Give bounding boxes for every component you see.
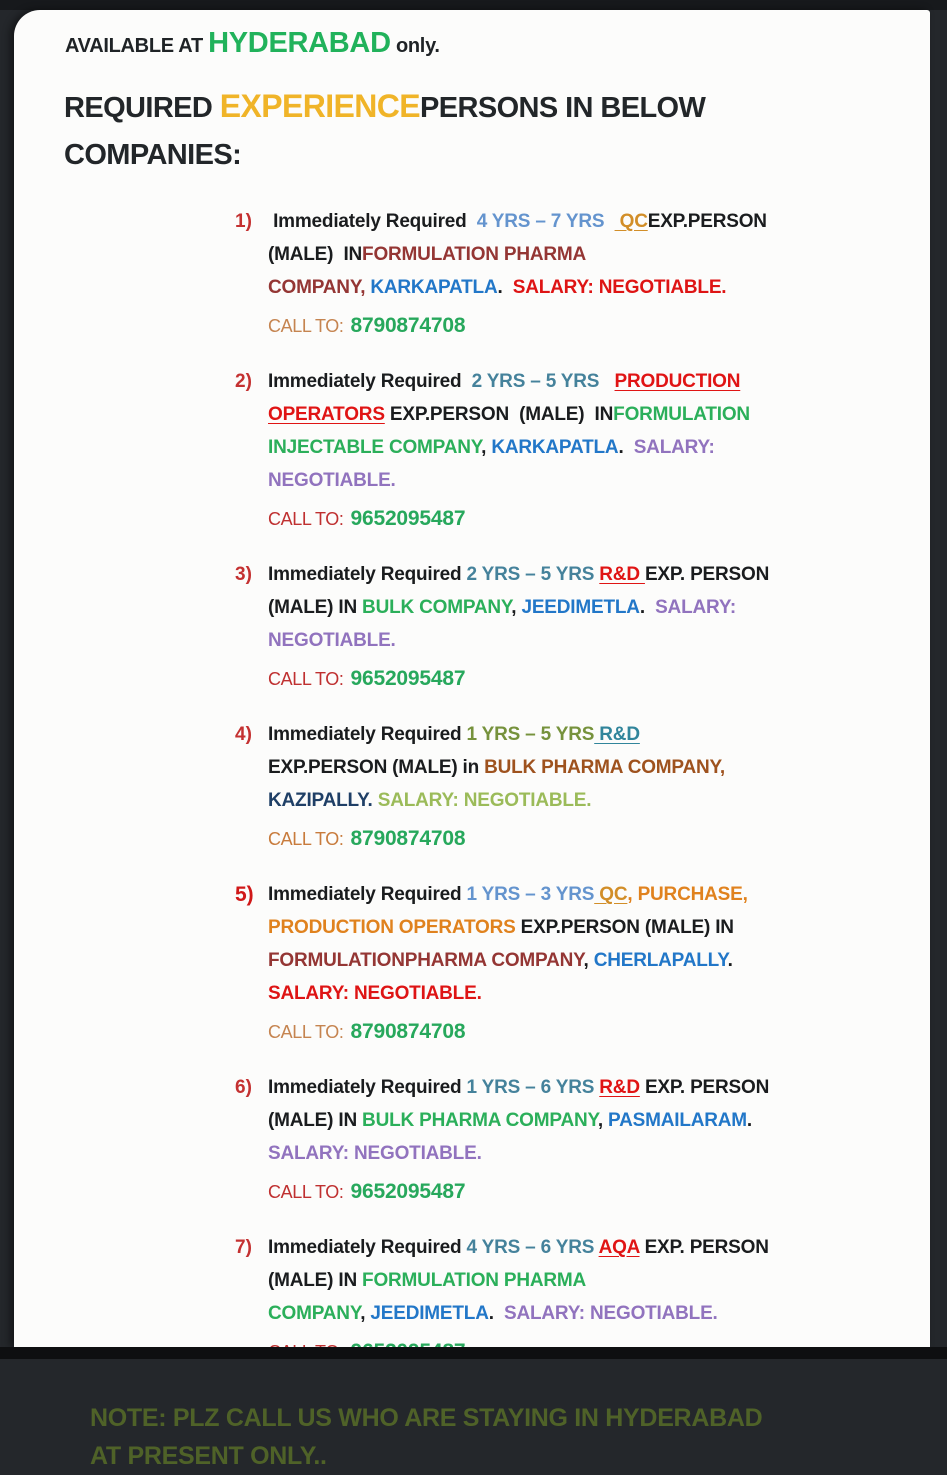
text-segment: , [360,1303,371,1324]
text-segment: Immediately Required [268,564,467,585]
text-segment: EXP. PERSON [639,1237,769,1258]
phone-number: 8790874708 [350,827,466,850]
text-segment: (MALE) IN [268,1270,363,1291]
text-segment: AVAILABLE AT [65,35,209,57]
text-segment [599,371,614,392]
text-segment: EXP.PERSON (MALE) in [268,757,485,778]
text-segment: Immediately Required [268,1077,467,1098]
text-segment: R&D [599,1077,640,1098]
call-to-label: CALL TO: [268,509,344,529]
text-segment: (MALE) IN [268,244,363,265]
job-item-6 [235,1071,912,1209]
text-segment: only. [390,35,440,57]
text-segment: Immediately Required [268,371,467,392]
text-segment: 1 YRS – 6 YRS [466,1077,600,1098]
text-segment: REQUIRED [64,92,220,124]
job-item-1 [235,205,912,343]
text-segment: (MALE) IN [268,1110,363,1131]
text-segment: COMPANY [268,1303,361,1324]
job-number: 6) [235,1077,252,1098]
text-segment: KAZIPALLY. [268,790,373,811]
text-segment: AQA [598,1237,640,1258]
phone-number: 8790874708 [350,1020,466,1043]
job-body [268,1071,912,1209]
text-segment: 2 YRS – 5 YRS [466,371,600,392]
job-number: 7) [235,1237,252,1258]
call-to-line [268,824,912,856]
call-to-line [268,1017,912,1049]
text-segment: PRODUCTION OPERATORS [268,917,521,938]
job-description [268,558,912,657]
job-description [268,205,912,304]
text-segment: PURCHASE, [637,884,748,905]
text-segment: . [639,597,656,618]
job-number: 5) [235,883,254,906]
text-segment: NEGOTIABLE. [268,630,396,651]
text-segment: SALARY: NEGOTIABLE. [512,277,727,298]
text-segment: , [583,950,594,971]
job-body [268,718,912,856]
text-segment: PRODUCTION [614,371,741,392]
text-segment: 1 YRS – 3 YRS [466,884,595,905]
text-segment: . [727,950,733,971]
text-segment: Immediately Required [268,724,467,745]
window-bottom-bar [0,1347,947,1359]
text-segment: QC [614,211,648,232]
text-segment: SALARY: NEGOTIABLE. [377,790,592,811]
job-number: 3) [235,564,252,585]
text-segment: . [746,1110,753,1131]
text-segment [604,211,614,232]
text-segment: Immediately Required [268,211,472,232]
text-segment: BULK PHARMA COMPANY [362,1110,598,1131]
job-number: 1) [235,211,252,232]
phone-number: 9652095487 [350,1180,466,1203]
call-to-label: CALL TO: [268,829,344,849]
call-to-line [268,504,912,536]
job-body [268,558,912,696]
text-segment: NEGOTIABLE. [268,470,396,491]
text-segment: SALARY: [655,597,737,618]
job-description [268,878,912,1010]
phone-number: 9652095487 [350,667,466,690]
job-body [268,878,912,1049]
text-segment: CHERLAPALLY [593,950,728,971]
text-segment: SALARY: NEGOTIABLE. [268,1143,482,1164]
text-segment: . [618,437,634,458]
job-description [268,365,912,497]
text-segment: FORMULATIONPHARMA COMPANY [268,950,584,971]
job-list [14,205,930,1369]
text-segment: EXP.PERSON (MALE) IN [520,917,734,938]
text-segment: EXP.PERSON (MALE) IN [384,404,614,425]
text-segment: . [497,277,513,298]
text-segment: FORMULATION PHARMA [362,244,587,265]
phone-number: 8790874708 [350,314,466,337]
text-segment: FORMULATION [613,404,750,425]
job-item-3 [235,558,912,696]
call-to-line [268,311,912,343]
text-segment: BULK COMPANY [362,597,512,618]
call-to-line [268,1177,912,1209]
text-segment: SALARY: NEGOTIABLE. [503,1303,718,1324]
note-line-2: AT PRESENT ONLY.. [90,1442,327,1470]
job-item-5 [235,878,912,1049]
text-segment: (MALE) IN [268,597,363,618]
job-description [268,718,912,817]
text-segment: . [488,1303,504,1324]
text-segment: JEEDIMETLA [521,597,640,618]
job-body [268,205,912,343]
phone-number: 9652095487 [350,507,466,530]
text-segment: QC [594,884,628,905]
job-number: 4) [235,724,252,745]
availability-header [65,26,930,63]
text-segment: Immediately Required [268,884,467,905]
text-segment: 4 YRS – 6 YRS [466,1237,599,1258]
text-segment: PERSONS IN BELOW [420,92,706,124]
text-segment: 2 YRS – 5 YRS [466,564,600,585]
document-page [14,10,930,1470]
text-segment: R&D [594,724,640,745]
window-top-bar [0,0,947,10]
job-number: 2) [235,371,252,392]
text-segment: SALARY: NEGOTIABLE. [268,983,482,1004]
text-segment: SALARY: [633,437,715,458]
text-segment: BULK PHARMA COMPANY, [484,757,725,778]
job-item-4 [235,718,912,856]
text-segment: , [481,437,492,458]
text-segment: FORMULATION PHARMA [362,1270,587,1291]
text-segment: PASMAILARAM [608,1110,747,1131]
job-item-2 [235,365,912,536]
text-segment: Immediately Required [268,1237,467,1258]
text-segment: COMPANIES: [64,139,242,171]
text-segment: EXP.PERSON [647,211,767,232]
text-segment: , [511,597,522,618]
text-segment: EXP. PERSON [639,1077,770,1098]
call-to-line [268,664,912,696]
text-segment: 4 YRS – 7 YRS [471,211,605,232]
call-to-label: CALL TO: [268,316,344,336]
call-to-label: CALL TO: [268,1022,344,1042]
text-segment: R&D [599,564,645,585]
text-segment: KARKAPATLA [370,277,498,298]
call-to-label: CALL TO: [268,669,344,689]
page-title [64,83,930,179]
text-segment: EXPERIENCE [219,88,421,124]
call-to-label: CALL TO: [268,1182,344,1202]
text-segment: , [627,884,638,905]
text-segment: 1 YRS – 5 YRS [466,724,595,745]
job-body [268,365,912,536]
text-segment: EXP. PERSON [644,564,770,585]
text-segment: INJECTABLE COMPANY [268,437,482,458]
text-segment: OPERATORS [268,404,385,425]
job-description [268,1231,912,1330]
text-segment: KARKAPATLA [491,437,619,458]
text-segment: COMPANY, [268,277,371,298]
text-segment: HYDERABAD [208,27,391,59]
note-footer [90,1399,930,1475]
text-segment: JEEDIMETLA [370,1303,489,1324]
job-description [268,1071,912,1170]
text-segment: , [597,1110,609,1131]
note-line-1: NOTE: PLZ CALL US WHO ARE STAYING IN HYDERABAD [90,1404,763,1432]
